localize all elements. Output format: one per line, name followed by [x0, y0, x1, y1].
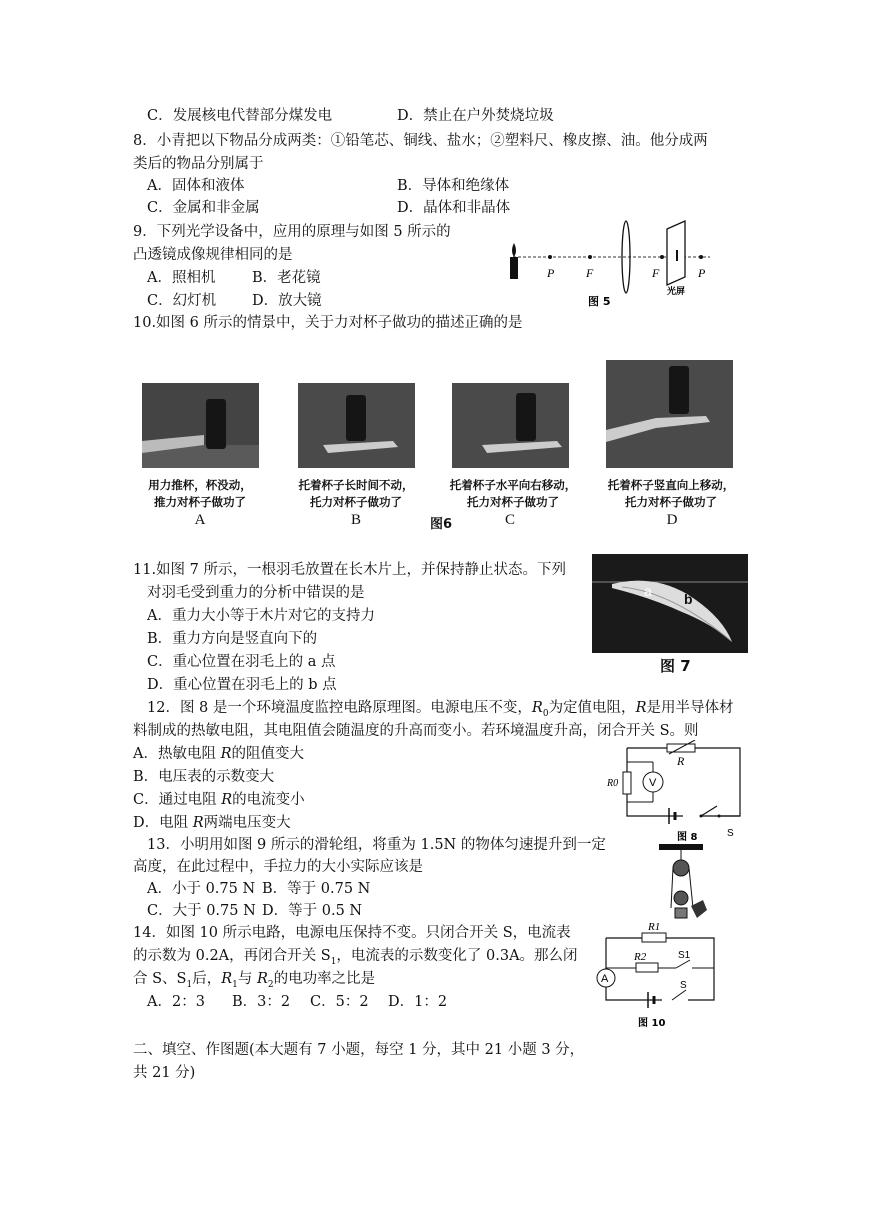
pulley-icon [673, 860, 689, 876]
q8-option-c: C．金属和非金属 [147, 200, 260, 216]
q9-stem-line1: 9．下列光学设备中，应用的原理与如图 5 所示的 [133, 224, 451, 240]
q13-option-b: B．等于 0.75 N [262, 881, 371, 897]
q13-stem-line2: 高度，在此过程中，手拉力的大小实际应该是 [133, 859, 423, 875]
fig6-caption-c-line2: 托力对杯子做功了 [467, 495, 559, 509]
fig6-photo-a [142, 383, 259, 468]
fig10-label-a: A [601, 973, 609, 985]
fig6-letter-b: B [350, 512, 361, 528]
fig8-label-r0: R0 [607, 778, 619, 789]
fig6-letter-d: D [666, 512, 678, 528]
q12-option-d: D．电阻 R两端电压变大 [133, 815, 291, 831]
fig10-caption: 图 10 [638, 1018, 666, 1029]
fig5-label-screen: 光屏 [667, 287, 686, 297]
q11-option-b: B．重力方向是竖直向下的 [147, 631, 318, 647]
q9-option-d: D．放大镜 [252, 293, 322, 309]
q8-stem-line1: 8．小青把以下物品分成两类：①铅笔芯、铜线、盐水；②塑料尺、橡皮擦、油。他分成两 [133, 133, 708, 149]
fig8-label-s: S [727, 828, 734, 839]
fig7-feather-photo [592, 554, 748, 653]
fig6-caption-d-line1: 托着杯子竖直向上移动， [607, 478, 735, 492]
switch-s1-icon [676, 960, 690, 968]
q7-option-c: C．发展核电代替部分煤发电 [147, 108, 333, 124]
q13-option-c: C．大于 0.75 N [147, 903, 256, 919]
q14-option-a: A．2：3 [147, 994, 205, 1010]
section2-heading-line1: 二、填空、作图题(本大题有 7 小题，每空 1 分，其中 21 小题 3 分， [133, 1042, 585, 1058]
fig8-caption: 图 8 [677, 832, 698, 843]
figure-5-lens-diagram [505, 215, 715, 315]
fig6-caption-c-line1: 托着杯子水平向右移动， [449, 478, 577, 492]
fig10-label-r2: R2 [634, 951, 647, 963]
switch-icon [701, 806, 717, 816]
q9-stem-line2: 凸透镜成像规律相同的是 [133, 247, 293, 263]
q12-stem-line1: 12．图 8 是一个环境温度监控电路原理图。电源电压不变，$R_0$为定值电阻，R是用半导体材 [147, 700, 734, 719]
q13-stem-line1: 13．小明用如图 9 所示的滑轮组，将重为 1.5N 的物体匀速提升到一定 [147, 837, 606, 853]
fig5-label-p2: P [698, 266, 706, 280]
q8-option-d: D．晶体和非晶体 [397, 200, 511, 216]
fig6-caption-a-line2: 推力对杯子做功了 [154, 495, 246, 509]
q11-stem-line1: 11.如图 7 所示，一根羽毛放置在长木片上，并保持静止状态。下列 [133, 562, 567, 578]
fig6-letter-a: A [194, 512, 206, 528]
r1-resistor-icon [642, 933, 666, 942]
fig6-caption-b-line2: 托力对杯子做功了 [310, 495, 402, 509]
q14-option-c: C．5：2 [310, 994, 369, 1010]
fig10-label-s1: S1 [678, 950, 691, 961]
fig6-photo-c [452, 383, 569, 468]
switch-s-icon [672, 990, 686, 1000]
fig6-photo-b [298, 383, 415, 468]
section2-heading-line2: 共 21 分) [133, 1065, 196, 1081]
q9-option-a: A．照相机 [147, 270, 216, 286]
q11-option-c: C．重心位置在羽毛上的 a 点 [147, 654, 336, 670]
q11-option-a: A．重力大小等于木片对它的支持力 [147, 608, 375, 624]
r2-resistor-icon [636, 963, 658, 972]
q14-stem-line2: 的示数为 0.2A，再闭合开关 $S_1$，电流表的示数变化了 0.3A。那么闭 [133, 948, 578, 967]
ceiling-icon [659, 844, 703, 850]
fig5-label-f1: F [586, 266, 594, 280]
figure-8-circuit [605, 740, 745, 845]
q8-option-a: A．固体和液体 [147, 178, 245, 194]
q14-option-d: D．1：2 [388, 994, 448, 1010]
figure-9-pulley [655, 840, 715, 922]
fig10-label-r1: R1 [648, 921, 661, 933]
candle-icon [510, 257, 518, 279]
q13-option-d: D．等于 0.5 N [262, 903, 363, 919]
hand-icon [691, 900, 707, 918]
fig6-caption-a-line1: 用力推杯，杯没动， [148, 478, 252, 492]
q12-stem-line2: 料制成的热敏电阻，其电阻值会随温度的升高而变小。若环境温度升高，闭合开关 S。则 [133, 723, 699, 739]
q8-stem-line2: 类后的物品分别属于 [133, 156, 264, 172]
fig6-caption-d-line2: 托力对杯子做功了 [625, 495, 717, 509]
q7-option-d: D．禁止在户外焚烧垃圾 [397, 108, 554, 124]
fig7-label-b: b [684, 591, 693, 607]
q8-option-b: B．导体和绝缘体 [397, 178, 510, 194]
q9-option-c: C．幻灯机 [147, 293, 217, 309]
figure-10-circuit [592, 918, 722, 1030]
q14-stem-line3: 合 S、$S_1$后，$R_1$与 $R_2$的电功率之比是 [133, 971, 376, 990]
fig8-label-v: V [649, 777, 657, 789]
q12-option-a: A．热敏电阻 R的阻值变大 [133, 746, 305, 762]
fig6-photo-d [606, 360, 733, 468]
fig10-label-s: S [680, 980, 687, 991]
fig5-caption: 图 5 [588, 295, 611, 308]
fig6-letter-c: C [504, 512, 515, 528]
fixed-resistor-icon [623, 772, 631, 794]
fig6-caption: 图6 [430, 517, 453, 532]
q14-stem-line1: 14．如图 10 所示电路，电源电压保持不变。只闭合开关 S，电流表 [133, 925, 571, 941]
q9-option-b: B．老花镜 [252, 270, 321, 286]
q11-option-d: D．重心位置在羽毛上的 b 点 [147, 677, 337, 693]
q14-option-b: B．3：2 [232, 994, 291, 1010]
q11-stem-line2: 对羽毛受到重力的分析中错误的是 [147, 585, 365, 601]
fig7-label-a: a [644, 583, 652, 599]
fig8-label-r: R [677, 754, 685, 768]
q10-stem: 10.如图 6 所示的情景中，关于力对杯子做功的描述正确的是 [133, 315, 523, 331]
fig5-label-f2: F [652, 266, 660, 280]
fig5-label-p1: P [547, 266, 555, 280]
q12-option-b: B．电压表的示数变大 [133, 769, 275, 785]
q12-option-c: C．通过电阻 R的电流变小 [133, 792, 305, 808]
fig6-caption-b-line1: 托着杯子长时间不动， [298, 478, 414, 492]
q13-option-a: A．小于 0.75 N [147, 881, 256, 897]
fig7-caption: 图 7 [660, 657, 691, 675]
